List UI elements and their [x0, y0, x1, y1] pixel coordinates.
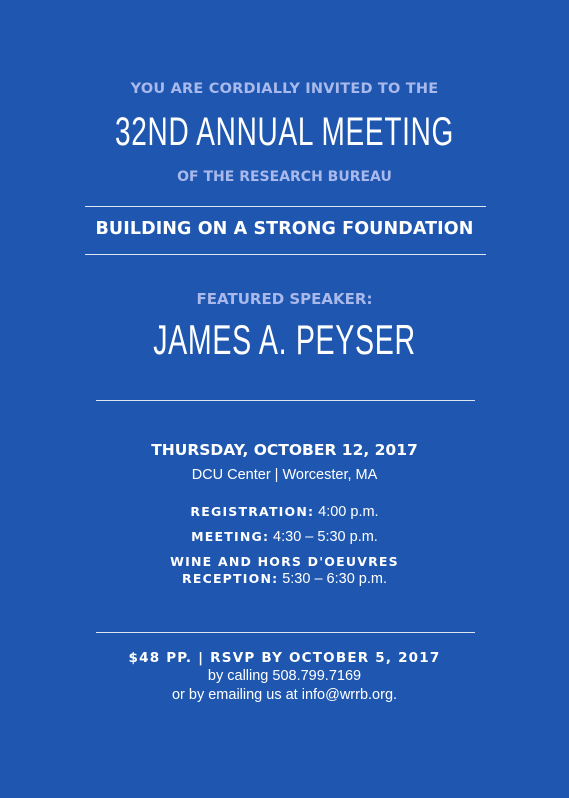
invite-intro: YOU ARE CORDIALLY INVITED TO THE [130, 81, 439, 97]
reception-time: 5:30 – 6:30 p.m. [282, 571, 387, 587]
speaker-label: FEATURED SPEAKER: [196, 290, 373, 308]
meeting-theme: BUILDING ON A STRONG FOUNDATION [95, 219, 474, 239]
divider-below-theme [85, 254, 486, 255]
meeting-time: 4:30 – 5:30 p.m. [273, 529, 378, 545]
divider-above-rsvp [96, 632, 475, 633]
wine-label: WINE AND HORS D'OEUVRES [170, 554, 399, 569]
schedule-registration [0, 503, 569, 520]
registration-time: 4:00 p.m. [318, 504, 379, 520]
organization-name: OF THE RESEARCH BUREAU [177, 169, 392, 185]
rsvp-email-line: or by emailing us at info@wrrb.org. [171, 687, 398, 703]
event-venue: DCU Center | Worcester, MA [191, 467, 378, 483]
schedule-reception [0, 570, 569, 587]
registration-label: REGISTRATION: [190, 504, 315, 519]
schedule-wine [0, 553, 569, 569]
speaker-name: JAMES A. PEYSER [153, 316, 416, 363]
rsvp-phone-line: by calling 508.799.7169 [207, 668, 362, 684]
schedule-meeting [0, 528, 569, 545]
divider-top [85, 206, 486, 207]
reception-label: RECEPTION: [182, 571, 279, 586]
rsvp-price-line: $48 PP. | RSVP BY OCTOBER 5, 2017 [128, 650, 441, 666]
event-date: THURSDAY, OCTOBER 12, 2017 [151, 441, 418, 459]
meeting-title: 32ND ANNUAL MEETING [114, 110, 454, 154]
divider-below-speaker [96, 400, 475, 401]
meeting-label: MEETING: [191, 529, 270, 544]
